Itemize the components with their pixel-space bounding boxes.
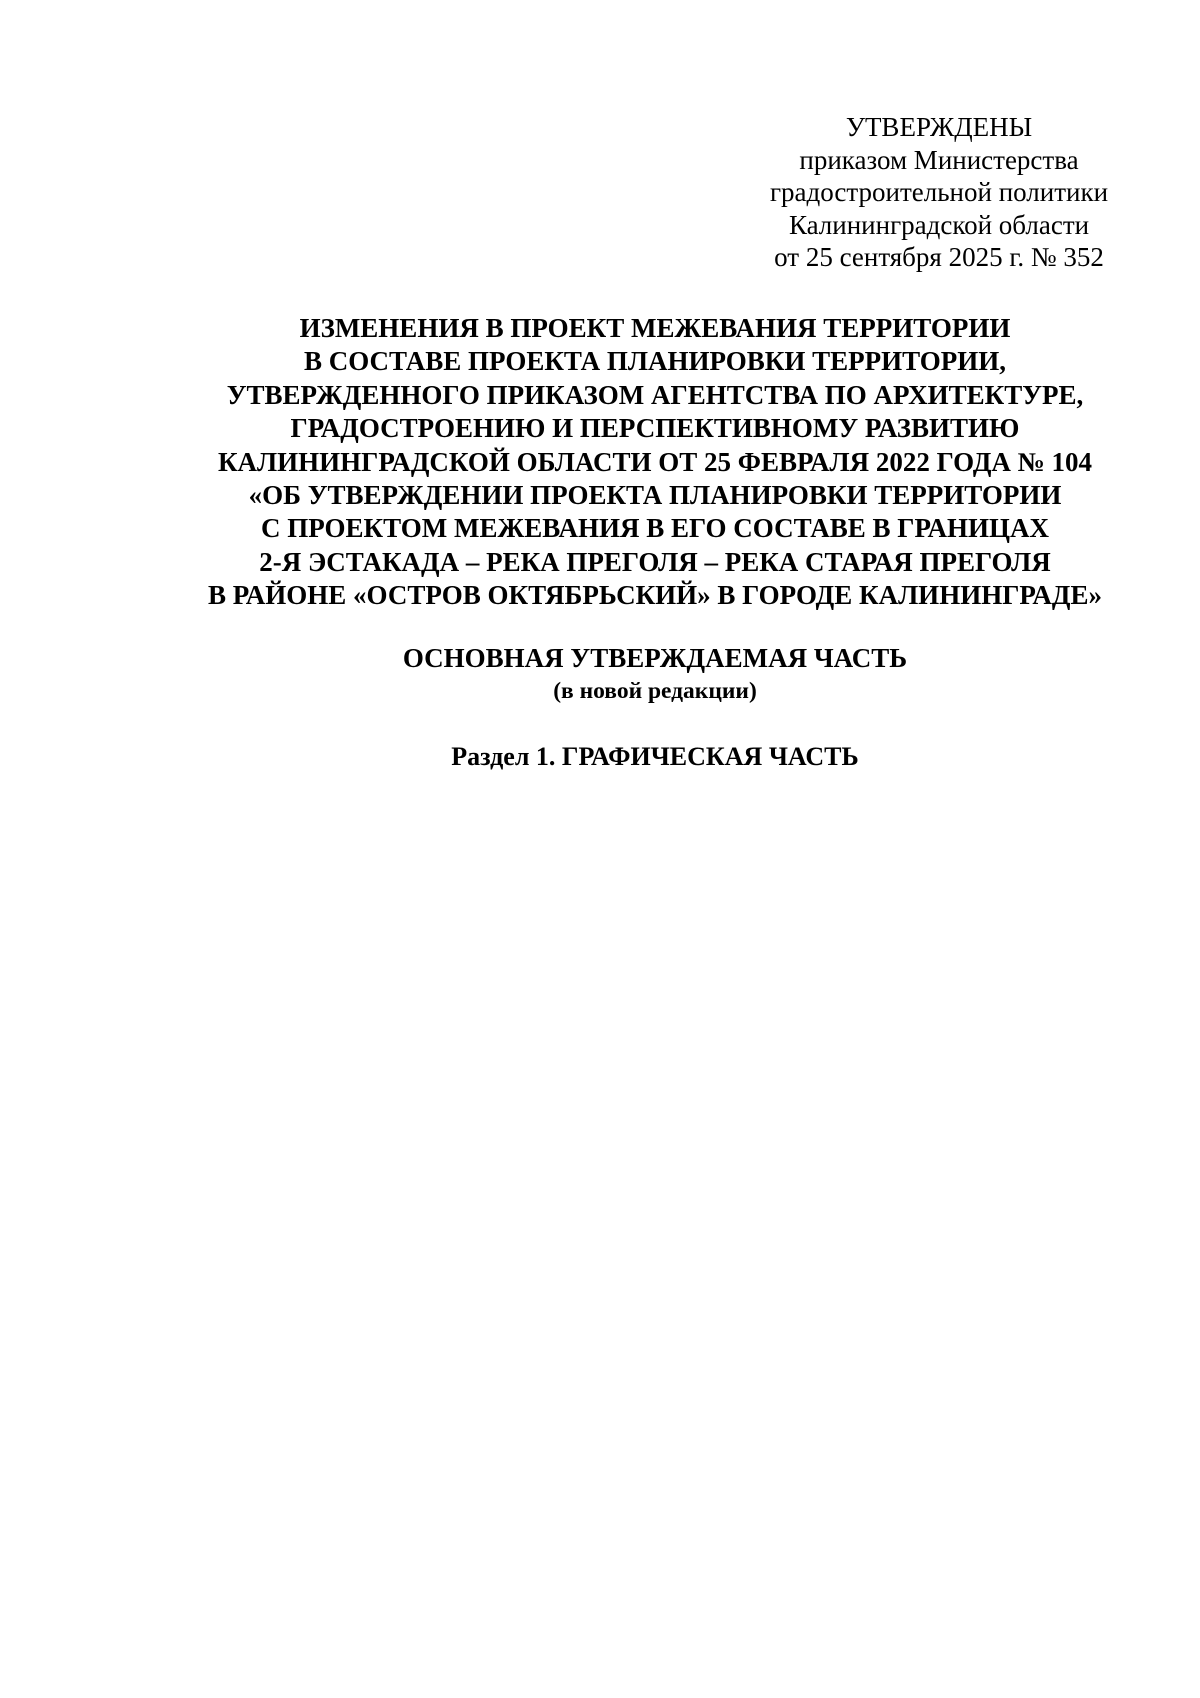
approval-stamp [740, 111, 1138, 274]
title-line: «ОБ УТВЕРЖДЕНИИ ПРОЕКТА ПЛАНИРОВКИ ТЕРРИТОРИИ [248, 480, 1062, 511]
section-heading: Раздел 1. ГРАФИЧЕСКАЯ ЧАСТЬ [451, 742, 859, 771]
title-line: 2-Я ЭСТАКАДА – РЕКА ПРЕГОЛЯ – РЕКА СТАРАЯ ПРЕГОЛЯ [259, 546, 1051, 577]
title-line: С ПРОЕКТОМ МЕЖЕВАНИЯ В ЕГО СОСТАВЕ В ГРАНИЦАХ [260, 513, 1050, 544]
part-heading: ОСНОВНАЯ УТВЕРЖДАЕМАЯ ЧАСТЬ [402, 643, 908, 673]
document-title [110, 312, 1200, 613]
title-line: В РАЙОНЕ «ОСТРОВ ОКТЯБРЬСКИЙ» В ГОРОДЕ КАЛИНИНГРАДЕ» [208, 580, 1102, 611]
approval-line: приказом Министерства [799, 144, 1079, 175]
approval-line: от 25 сентября 2025 г. № 352 [774, 242, 1104, 272]
approval-line: градостроительной политики [769, 177, 1109, 207]
title-line: КАЛИНИНГРАДСКОЙ ОБЛАСТИ ОТ 25 ФЕВРАЛЯ 2022 ГОДА № 104 [217, 446, 1093, 477]
title-line: УТВЕРЖДЕННОГО ПРИКАЗОМ АГЕНТСТВА ПО АРХИТЕКТУРЕ, [226, 379, 1084, 410]
approval-line: Калининградской области [788, 209, 1090, 240]
approval-line: УТВЕРЖДЕНЫ [845, 112, 1033, 142]
part-subheading: (в новой редакции) [553, 678, 757, 704]
title-line: В СОСТАВЕ ПРОЕКТА ПЛАНИРОВКИ ТЕРРИТОРИИ, [303, 346, 1007, 377]
title-line: ИЗМЕНЕНИЯ В ПРОЕКТ МЕЖЕВАНИЯ ТЕРРИТОРИИ [299, 313, 1011, 343]
title-line: ГРАДОСТРОЕНИЮ И ПЕРСПЕКТИВНОМУ РАЗВИТИЮ [290, 413, 1020, 444]
